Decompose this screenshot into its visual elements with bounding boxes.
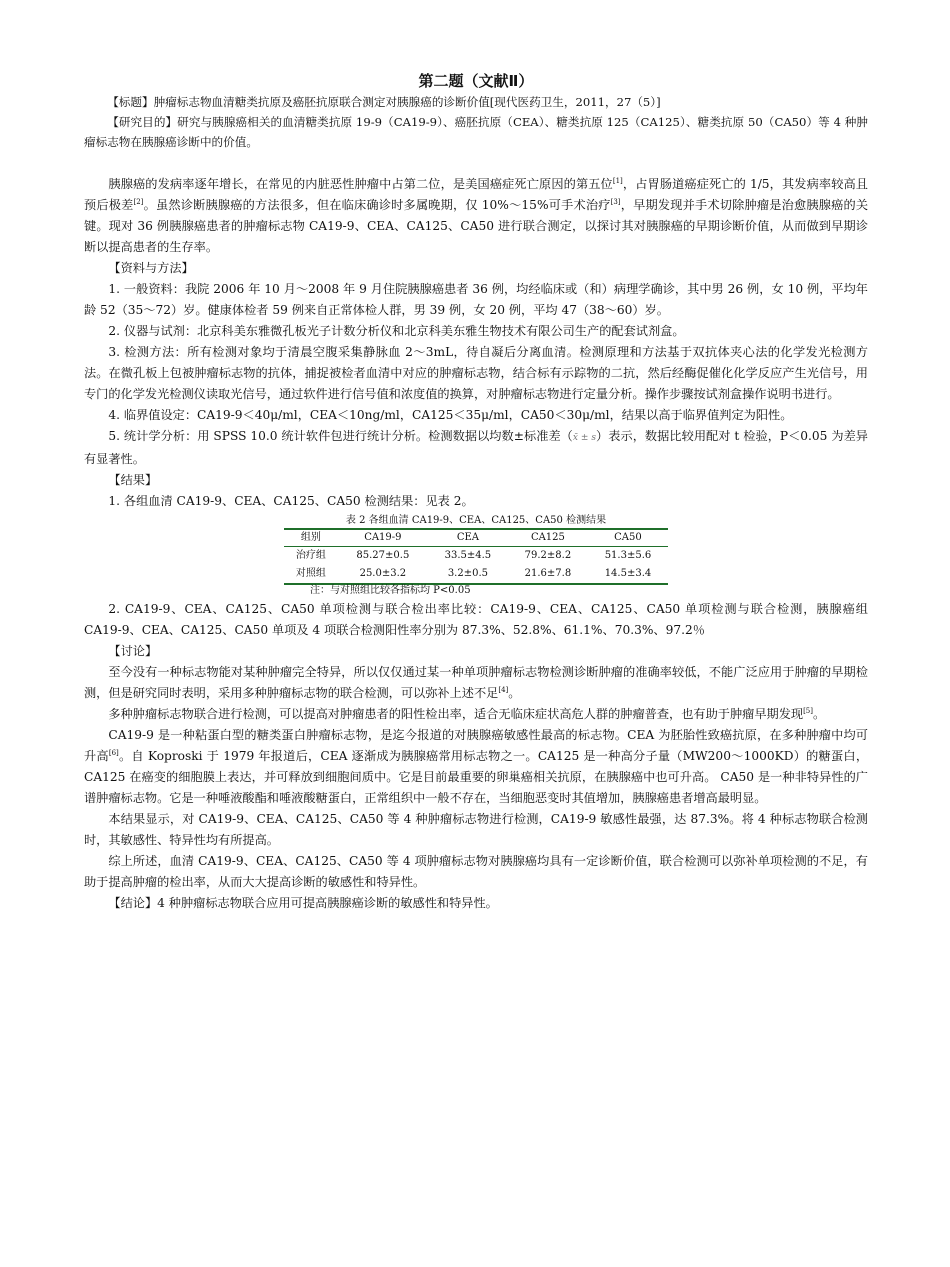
discussion-text: 。 [508,686,521,700]
results-table-block [284,514,668,597]
citation-1: [1] [612,176,623,185]
methods-statistics [84,426,868,470]
citation-3: [3] [610,197,621,206]
table-header-cell: CA125 [508,529,588,547]
table-cell: 3.2±0.5 [447,568,488,579]
discussion-heading: 【讨论】 [108,644,158,658]
methods-heading: 【资料与方法】 [108,261,194,275]
discussion-paragraph-4: 本结果显示，对 CA19-9、CEA、CA125、CA50 等 4 种肿瘤标志物进行检测，CA19-9 敏感性最强，达 87.3%。将 4 种标志物联合检测时，其敏感性、特异性均有所提高。 [84,812,868,847]
table-header-cell: CEA [428,529,508,547]
intro-text-3: 。虽然诊断胰腺癌的方法很多，但在临床确诊时多属晚期，仅 10%～15%可手术治疗 [143,198,611,212]
citation-5: [5] [803,706,813,715]
table-header-cell: CA19-9 [338,529,428,547]
mean-sd-symbol: x̄ ± s [572,433,596,443]
table-cell: 治疗组 [295,550,326,561]
methods-general-data: 1. 一般资料：我院 2006 年 10 月～2008 年 9 月住院胰腺癌患者 36 例，均经临床或（和）病理学确诊，其中男 26 例，女 10 例，平均年龄 52（35～72）岁。健康体检者 59 例来自正常体检人群，男 39 例，女 20 例，平均 47（38～60）岁。 [84,282,868,317]
page-title: 第二题（文献Ⅱ） [418,72,534,90]
discussion-text: CA19-9 是一种粘蛋白型的糖类蛋白肿瘤标志物，是迄今报道的对胰腺癌敏感性最高的标志物。CEA 为胚胎性致癌抗原，在多种肿瘤中均可升高 [84,728,868,763]
citation-6: [6] [108,748,119,757]
results-heading: 【结果】 [108,473,158,487]
methods-detection: 3. 检测方法：所有检测对象均于清晨空腹采集静脉血 2～3mL，待自凝后分离血清。检测原理和方法基于双抗体夹心法的化学发光检测方法。在微孔板上包被肿瘤标志物的抗体，捕捉被检者血清中对应的肿瘤标志物，结合标有示踪物的二抗，然后经酶促催化化学反应产生光信号，用专门的化学发光检测仪读取光信号，通过软件进行信号值和浓度值的换算，对肿瘤标志物进行定量分析。操作步骤按试剂盒操作说明书进行。 [84,345,868,401]
title-line: 【标题】肿瘤标志物血清糖类抗原及癌胚抗原联合测定对胰腺癌的诊断价值[现代医药卫生，2011，27（5）] [107,95,661,109]
conclusion: 【结论】4 种肿瘤标志物联合应用可提高胰腺癌诊断的敏感性和特异性。 [108,896,498,910]
intro-text-4: ，早期发现并手术切除肿瘤是治愈胰腺癌的关键。现对 36 例胰腺癌患者的肿瘤标志物 CA19-9、CEA、CA125、CA50 进行联合测定，以探讨其对胰腺癌的早期诊断价值，从而做到早期诊断以提高患者的生存率。 [84,198,869,254]
discussion-paragraph-2 [84,704,868,725]
citation-2: [2] [133,197,144,206]
table-cell: 对照组 [295,568,326,579]
stats-text-2: ）表示，数据比较用配对 t 检验，P＜0.05 为差异有显著性。 [84,429,868,466]
table-row [284,565,668,584]
table-row [284,547,668,566]
table-cell: 14.5±3.4 [604,568,652,579]
results-table [284,528,668,585]
document-page [84,70,868,914]
discussion-paragraph-3 [84,725,868,809]
discussion-text: 至今没有一种标志物能对某种肿瘤完全特异，所以仅仅通过某一种单项肿瘤标志物检测诊断肿瘤的准确率较低，不能广泛应用于肿瘤的早期检测，但是研究同时表明，采用多种肿瘤标志物的联合检测，可以弥补上述不足 [84,665,868,700]
discussion-text: 。自 Koproski 于 1979 年报道后，CEA 逐渐成为胰腺癌常用标志物之一。CA125 是一种高分子量（MW200～1000KD）的糖蛋白，CA125 在癌变的细胞膜上表达，并可释放到细胞间质中。它是目前最重要的卵巢癌相关抗原，在胰腺癌中也可升高。 CA50 是一种非特异性的广谱肿瘤标志物。它是一种唾液酸酯和唾液酸糖蛋白，正常组织中一般不存在，当细胞恶变时其值增加，胰腺癌患者增高最明显。 [84,749,869,805]
discussion-paragraph-1 [84,662,868,704]
discussion-text: 多种肿瘤标志物联合进行检测，可以提高对肿瘤患者的阳性检出率，适合无临床症状高危人群的肿瘤普查，也有助于肿瘤早期发现 [108,707,804,721]
methods-cutoff: 4. 临界值设定：CA19-9＜40μ/ml，CEA＜10ng/ml，CA125＜35μ/ml，CA50＜30μ/ml，结果以高于临界值判定为阳性。 [108,408,793,422]
discussion-paragraph-5: 综上所述，血清 CA19-9、CEA、CA125、CA50 等 4 项肿瘤标志物对胰腺癌均具有一定诊断价值，联合检测可以弥补单项检测的不足，有助于提高肿瘤的检出率，从而大大提高诊断的敏感性和特异性。 [84,854,868,889]
intro-text-1: 胰腺癌的发病率逐年增长，在常见的内脏恶性肿瘤中占第二位，是美国癌症死亡原因的第五位 [108,177,613,191]
table-header-cell: CA50 [588,529,668,547]
results-item-1: 1. 各组血清 CA19-9、CEA、CA125、CA50 检测结果：见表 2。 [108,494,474,508]
results-item-2: 2. CA19-9、CEA、CA125、CA50 单项检测与联合检出率比较：CA19-9、CEA、CA125、CA50 单项检测与联合检测，胰腺癌组 CA19-9、CEA、CA125、CA50 单项及 4 项联合检测阳性率分别为 87.3%、52.8%、61.1%、70.3%、97.2％ [84,602,868,637]
table-cell: 85.27±0.5 [356,550,410,561]
research-purpose: 【研究目的】研究与胰腺癌相关的血清糖类抗原 19-9（CA19-9）、癌胚抗原（CEA）、糖类抗原 125（CA125）、糖类抗原 50（CA50）等 4 种肿瘤标志物在胰腺癌诊断中的价值。 [84,115,868,149]
table-header-cell: 组别 [284,529,338,547]
citation-4: [4] [498,685,509,694]
table-cell: 79.2±8.2 [524,550,572,561]
stats-text-1: 5. 统计学分析：用 SPSS 10.0 统计软件包进行统计分析。检测数据以均数±标准差（ [108,429,573,443]
intro-paragraph [84,174,868,258]
table-header-row [284,529,668,547]
table-cell: 21.6±7.8 [524,568,572,579]
discussion-text: 。 [813,707,826,721]
table-note: 注：与对照组比较各指标均 P<0.05 [310,585,471,596]
table-cell: 51.3±5.6 [604,550,652,561]
table-cell: 33.5±4.5 [444,550,492,561]
spacer [84,152,868,174]
table-cell: 25.0±3.2 [359,568,407,579]
table-caption: 表 2 各组血清 CA19-9、CEA、CA125、CA50 检测结果 [345,515,607,526]
intro-text-2: ，占胃肠道癌症死亡的 1/5，其发病率较高且预后极差 [84,177,868,212]
methods-instruments: 2. 仪器与试剂：北京科美东雅微孔板光子计数分析仪和北京科美东雅生物技术有限公司生产的配套试剂盒。 [108,324,685,338]
